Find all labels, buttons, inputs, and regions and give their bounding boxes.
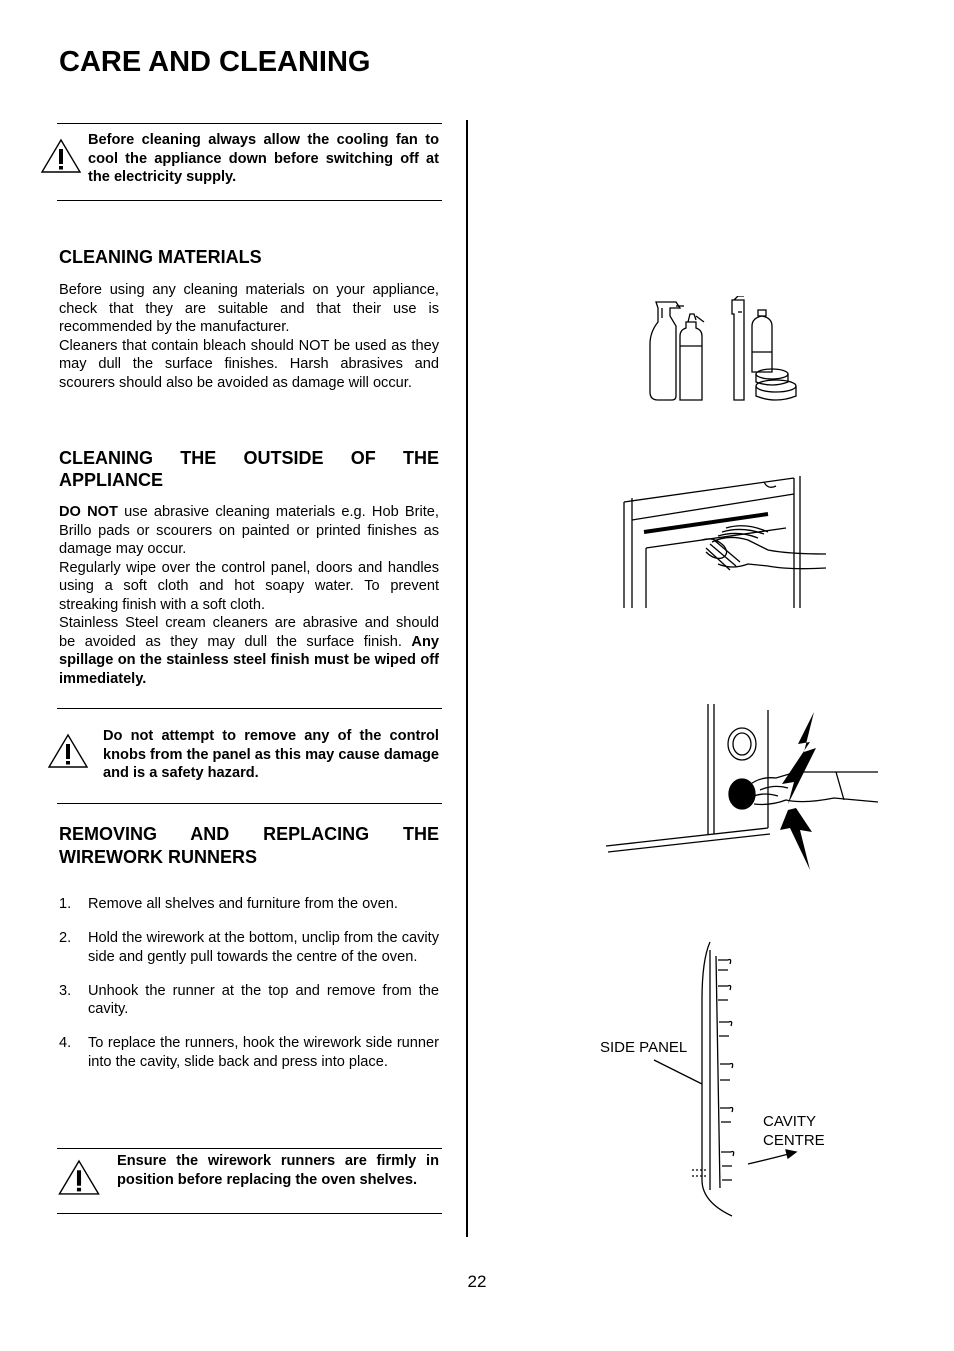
step-text: Unhook the runner at the top and remove from the cavity. [88, 982, 439, 1017]
section-heading-outside-line2: APPLIANCE [59, 470, 164, 490]
runner-steps-list [59, 895, 439, 1087]
do-not-emphasis: DO NOT [59, 504, 118, 520]
cleaning-materials-text [59, 281, 439, 392]
list-item [59, 1034, 439, 1071]
step-number: 3. [59, 982, 72, 999]
warning-triangle-icon [40, 138, 82, 174]
outside-para-1 [59, 503, 439, 559]
cleaning-materials-para-2: Cleaners that contain bleach should NOT be used as they may dull the surface finishes. Harsh abrasives and scourers should also be avoided as damage will occur. [59, 337, 439, 391]
side-panel-label: SIDE PANEL [600, 1039, 688, 1056]
warning-top-rule [57, 1148, 442, 1149]
warning-control-knobs: Do not attempt to remove any of the control knobs from the panel as this may cause damage and is a safety hazard. [103, 728, 439, 781]
step-text: Remove all shelves and furniture from the oven. [88, 896, 398, 912]
list-item [59, 929, 439, 966]
warning-top-rule [57, 123, 442, 124]
warning-bottom-rule [57, 200, 442, 201]
step-number: 2. [59, 930, 72, 946]
list-item [59, 982, 439, 1019]
warning-cooling-fan: Before cleaning always allow the cooling fan to cool the appliance down before switching off at the electricity supply. [88, 132, 439, 185]
warning-top-rule [57, 708, 442, 709]
wirework-runner-illustration [640, 940, 820, 1220]
cleaning-materials-para-1: Before using any cleaning materials on your appliance, check that they are suitable and that their use is recommended by the manufacturer. [59, 282, 439, 335]
step-number: 4. [59, 1035, 72, 1051]
cleaning-products-illustration [640, 296, 802, 406]
step-text: To replace the runners, hook the wirework side runner into the cavity, slide back and press into place. [88, 1035, 439, 1070]
list-item [59, 895, 439, 914]
page-number: 22 [467, 1272, 487, 1291]
outside-para-3 [59, 614, 439, 688]
cavity-label: CAVITY [763, 1113, 817, 1130]
warning-triangle-icon [47, 733, 89, 769]
outside-para-3-plain: Stainless Steel cream cleaners are abrasive and should be avoided as they may dull the surface finish. [59, 615, 439, 650]
page-title: CARE AND CLEANING [59, 46, 371, 78]
section-heading-runners-line2: WIREWORK RUNNERS [59, 847, 257, 867]
section-heading-outside-line1: CLEANING THE OUTSIDE OF THE [59, 448, 439, 468]
column-divider [466, 120, 468, 1237]
centre-label: CENTRE [763, 1132, 825, 1149]
step-number: 1. [59, 896, 72, 912]
warning-bottom-rule [57, 803, 442, 804]
section-heading-cleaning-materials: CLEANING MATERIALS [59, 247, 262, 267]
outside-para-2: Regularly wipe over the control panel, doors and handles using a soft cloth and hot soapy water. To prevent streaking finish with a soft cloth. [59, 559, 439, 613]
outside-para-3-bold: Any spillage on the stainless steel finish must be wiped off immediately. [59, 633, 439, 687]
warning-wirework-runners: Ensure the wirework runners are firmly in position before replacing the oven shelves. [117, 1153, 439, 1188]
section-heading-runners-line1: REMOVING AND REPLACING THE [59, 824, 439, 844]
wiping-control-panel-illustration [618, 474, 830, 610]
warning-triangle-icon [57, 1159, 101, 1196]
step-text: Hold the wirework at the bottom, unclip from the cavity side and gently pull towards the centre of the oven. [88, 930, 439, 965]
warning-bottom-rule [57, 1213, 442, 1214]
control-knob-warning-illustration [604, 700, 882, 872]
outside-text [59, 503, 439, 688]
outside-para-1-rest: use abrasive cleaning materials e.g. Hob Brite, Brillo pads or scourers on painted or printed finishes as damage may occur. [59, 504, 439, 557]
